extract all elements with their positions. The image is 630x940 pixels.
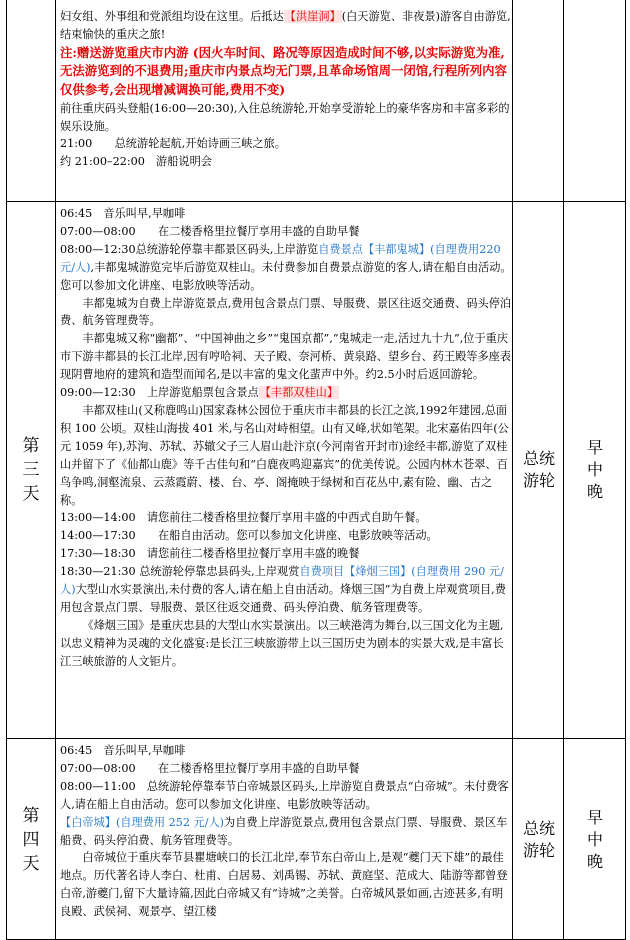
day2-sailing: 21:00 总统游轮起航,开始诗画三峡之旅。 xyxy=(60,137,286,151)
day2-note: 注:赠送游览重庆市内游 (因火车时间、路况等原因造成时间不够,以实际游览为准,无法游览到的不退费用;重庆市内景点均无门票,且革命场馆周一闭馆,行程所列内容仅供参考,会出现增减调换可能,费用不变) xyxy=(60,44,507,97)
day3-wakeup: 06:45 音乐叫早,早咖啡 xyxy=(60,207,186,220)
day4-baidi-intro: 白帝城位于重庆奉节县瞿塘峡口的长江北岸,奉节东白帝山上,是观“夔门天下雄”的最佳地点。历代著名诗人李白、杜甫、白居易、刘禹锡、苏轼、黄庭坚、范成大、陆游等都曾登白帝,游夔门,留下大量诗篇,因此白帝城又有“诗城”之美誉。白帝城风景如画,古迹甚多,有明良殿、武侯祠、观景亭、望江楼 xyxy=(60,851,508,919)
day3-lunch: 13:00—14:00 请您前往二楼香格里拉餐厅享用丰盛的中西式自助午餐。 xyxy=(60,511,427,525)
day3-free-time: 14:00—17:30 在船自由活动。您可以参加文化讲座、电影放映等活动。 xyxy=(60,529,438,543)
day3-accommodation: 总统游轮 xyxy=(522,449,555,490)
hongyadong-highlight: 【洪崖洞】 xyxy=(284,10,341,23)
day3-breakfast: 07:00—08:00 在二楼香格里拉餐厅享用丰盛的自助早餐 xyxy=(60,224,360,238)
table-row-day3 xyxy=(7,202,625,739)
day2-boarding: 前往重庆码头登船(16:00—20:30),入住总统游轮,开始享受游轮上的豪华客房和丰富多彩的娱乐设施。 xyxy=(60,101,510,133)
day3-shuanggui-shan: 09:00—12:30 上岸游览船票包含景点【丰都双桂山】 xyxy=(60,386,339,400)
day4-label: 第四天 xyxy=(22,805,40,874)
day4-content xyxy=(60,742,512,940)
day4-breakfast: 07:00—08:00 在二楼香格里拉餐厅享用丰盛的自助早餐 xyxy=(60,761,360,775)
day3-fengyan-sanguo: 18:30—21:30 总统游轮停靠忠县码头,上岸观赏自费项目【烽烟三国】(自理费用 290 元/人)大型山水实景演出,未付费的客人,请在船上自由活动。烽烟三国”为自费上岸观赏项目,费用包含景点门票、导服费、景区往返交通费、码头停泊费、航务管理费等。 xyxy=(60,565,506,614)
day3-fengdu-ghost-city: 08:00—12:30总统游轮停靠丰都景区码头,上岸游览自费景点【丰都鬼城】(自理费用220元/人),丰都鬼城游览完毕后游览双桂山。未付费参加自费景点游览的客人,请在船自由活动。您可以参加文化讲座、电影放映等活动。 xyxy=(60,242,512,292)
day3-dinner: 17:30—18:30 请您前往二楼香格里拉餐厅享用丰盛的晚餐 xyxy=(60,547,360,561)
day2-paragraph-hongyadong: 妇女组、外事组和党派组均设在这里。后抵达【洪崖洞】(白天游览、非夜景)游客自由游览,结束愉快的重庆之旅! xyxy=(60,10,511,41)
day3-ghost-city-fee-note: 丰都鬼城为自费上岸游览景点,费用包含景点门票、导服费、景区往返交通费、码头停泊费、航务管理费等。 xyxy=(60,296,512,328)
day4-baidi-fee: 【白帝城】(自理费用 252 元/人)为自费上岸游览景点,费用包含景点门票、导服费、景区车船费、码头停泊费、航务管理费等。 xyxy=(60,815,508,847)
day2-briefing: 约 21:00–22:00 游船说明会 xyxy=(60,155,212,169)
day3-shuanggui-intro: 丰都双桂山(又称鹿鸣山)国家森林公园位于重庆市丰都县的长江之滨,1992年建园,总面积 100 公顷。双桂山海拔 401 米,与名山对峙相望。山有又峰,状如笔架。北宋嘉佑四年(公元 1059 年),苏洵、苏轼、苏辙父子三人眉山赴汴京(今河南省开封市)途经丰都,游览了双桂山并留下了《仙都山鹿》等千古佳句和“白鹿夜鸣迎嘉宾”的优美传说。公园内林木苍翠、百鸟争鸣,洞壑流泉、云蒸霞蔚、楼、台、亭、阁掩映于绿树和百花丛中,素有险、幽、古之称。 xyxy=(60,403,509,507)
table-row-day4 xyxy=(7,739,625,940)
day3-label: 第三天 xyxy=(22,436,40,504)
day3-fengyan-intro: 《烽烟三国》是重庆忠县的大型山水实景演出。以三峡港湾为舞台,以三国文化为主题,以忠义精神为灵魂的文化盛宴:是长江三峡旅游带上以三国历史为剧本的实景大戏,是丰富长江三峡旅游的人文钜片。 xyxy=(60,618,504,668)
day4-accommodation: 总统游轮 xyxy=(522,818,555,860)
itinerary-table xyxy=(6,0,626,940)
table-row-day2-tail xyxy=(7,0,625,202)
day3-meals: 早中晚 xyxy=(586,438,603,501)
day3-ghost-city-intro: 丰都鬼城又称“幽都”、“中国神曲之乡”“鬼国京都”,“鬼城走一走,活过九十九”,位于重庆市下游丰都县的长江北岸,因有哼哈祠、天子殿、奈河桥、黄泉路、望乡台、药王殿等多座表现阴曹地府的建筑和造型而闻名,是以丰富的鬼文化蜚声中外。约2.5小时后返回游轮。 xyxy=(60,332,512,382)
day4-meals: 早中晚 xyxy=(586,807,603,871)
day3-content xyxy=(60,205,512,737)
day4-baidi-visit: 08:00—11:00 总统游轮停靠奉节白帝城景区码头,上岸游览自费景点“白帝城”。未付费客人,请在船上自由活动。您可以参加文化讲座、电影放映等活动。 xyxy=(60,779,509,811)
day4-wakeup: 06:45 音乐叫早,早咖啡 xyxy=(60,744,186,757)
day2-tail-content xyxy=(60,8,512,200)
